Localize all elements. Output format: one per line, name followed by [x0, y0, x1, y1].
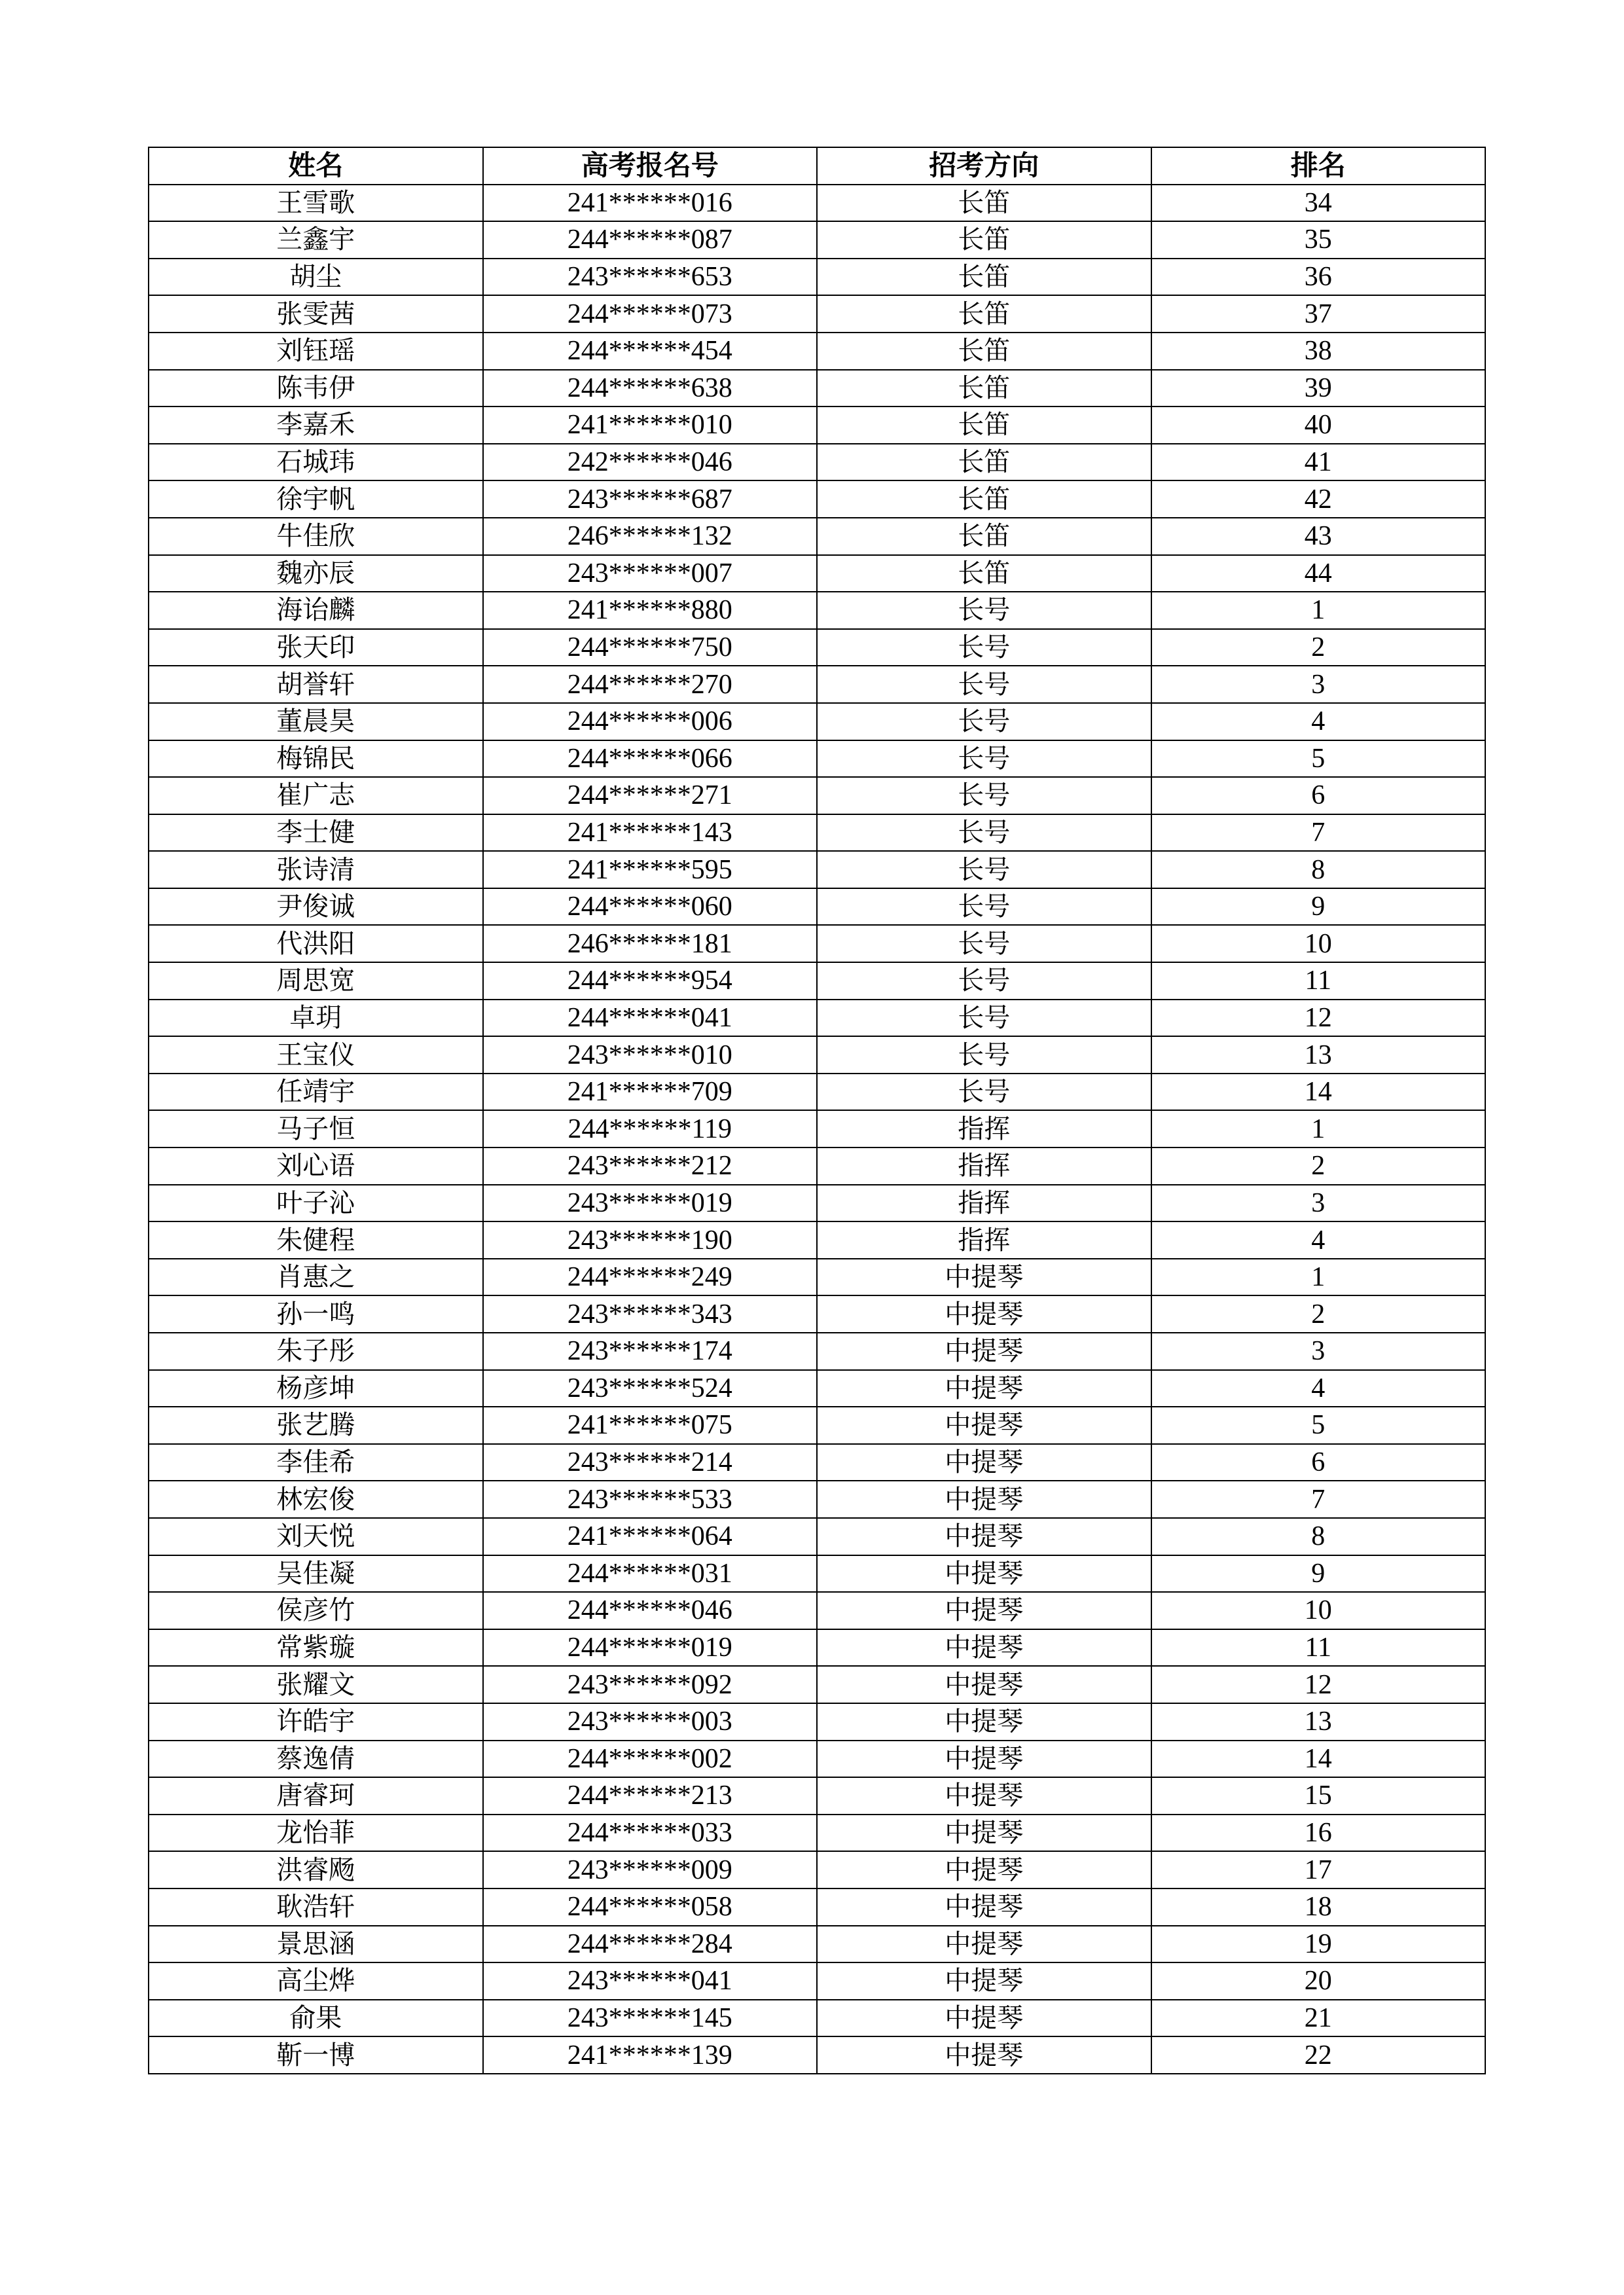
cell-exam-id: 244******006 [483, 703, 818, 740]
cell-exam-id: 244******002 [483, 1741, 818, 1778]
cell-major: 中提琴 [817, 1741, 1151, 1778]
cell-name: 刘天悦 [149, 1518, 483, 1555]
cell-name: 胡尘 [149, 259, 483, 296]
cell-name: 兰鑫宇 [149, 221, 483, 259]
cell-name: 龙怡菲 [149, 1815, 483, 1852]
cell-rank: 2 [1151, 629, 1486, 666]
cell-rank: 3 [1151, 1333, 1486, 1370]
cell-name: 朱健程 [149, 1221, 483, 1259]
cell-major: 指挥 [817, 1185, 1151, 1222]
cell-major: 中提琴 [817, 1407, 1151, 1444]
cell-rank: 3 [1151, 1185, 1486, 1222]
cell-exam-id: 243******214 [483, 1444, 818, 1481]
cell-rank: 3 [1151, 666, 1486, 703]
cell-major: 长号 [817, 740, 1151, 778]
cell-major: 中提琴 [817, 1444, 1151, 1481]
cell-major: 长笛 [817, 407, 1151, 444]
cell-major: 长号 [817, 1000, 1151, 1037]
cell-exam-id: 246******132 [483, 518, 818, 555]
cell-name: 陈韦伊 [149, 370, 483, 407]
cell-rank: 9 [1151, 1555, 1486, 1593]
cell-name: 高尘烨 [149, 1962, 483, 2000]
cell-name: 张雯茜 [149, 295, 483, 333]
cell-exam-id: 243******145 [483, 2000, 818, 2037]
cell-rank: 4 [1151, 1221, 1486, 1259]
table-row [149, 592, 1485, 629]
cell-exam-id: 243******524 [483, 1370, 818, 1407]
cell-rank: 6 [1151, 777, 1486, 814]
cell-rank: 41 [1151, 444, 1486, 481]
cell-exam-id: 244******750 [483, 629, 818, 666]
table-row [149, 407, 1485, 444]
table-row [149, 444, 1485, 481]
cell-exam-id: 241******010 [483, 407, 818, 444]
cell-rank: 12 [1151, 1666, 1486, 1703]
cell-major: 中提琴 [817, 1333, 1151, 1370]
cell-major: 中提琴 [817, 1666, 1151, 1703]
cell-rank: 11 [1151, 1629, 1486, 1667]
cell-name: 靳一博 [149, 2036, 483, 2074]
cell-name: 朱子彤 [149, 1333, 483, 1370]
cell-name: 张艺腾 [149, 1407, 483, 1444]
table-row [149, 1592, 1485, 1629]
cell-major: 长号 [817, 629, 1151, 666]
table-row [149, 1703, 1485, 1741]
cell-name: 海诒麟 [149, 592, 483, 629]
table-row [149, 1036, 1485, 1074]
cell-major: 中提琴 [817, 1481, 1151, 1518]
table-row [149, 555, 1485, 592]
cell-major: 中提琴 [817, 1555, 1151, 1593]
cell-exam-id: 244******060 [483, 888, 818, 926]
ranking-table [148, 147, 1486, 2074]
table-row [149, 1815, 1485, 1852]
cell-exam-id: 244******271 [483, 777, 818, 814]
cell-major: 长笛 [817, 370, 1151, 407]
cell-name: 李士健 [149, 814, 483, 852]
table-row [149, 1629, 1485, 1667]
cell-exam-id: 243******092 [483, 1666, 818, 1703]
cell-major: 长号 [817, 1036, 1151, 1074]
table-row [149, 1295, 1485, 1333]
cell-major: 长号 [817, 1074, 1151, 1111]
table-row [149, 1926, 1485, 1963]
table-row [149, 1666, 1485, 1703]
cell-major: 长号 [817, 703, 1151, 740]
header-name: 姓名 [149, 147, 483, 185]
table-header [149, 147, 1485, 185]
cell-name: 尹俊诚 [149, 888, 483, 926]
cell-rank: 7 [1151, 1481, 1486, 1518]
table-row [149, 259, 1485, 296]
header-rank: 排名 [1151, 147, 1486, 185]
cell-major: 长号 [817, 666, 1151, 703]
table-row [149, 703, 1485, 740]
cell-major: 指挥 [817, 1148, 1151, 1185]
cell-exam-id: 241******880 [483, 592, 818, 629]
cell-name: 卓玥 [149, 1000, 483, 1037]
cell-name: 牛佳欣 [149, 518, 483, 555]
cell-name: 常紫璇 [149, 1629, 483, 1667]
cell-name: 徐宇帆 [149, 480, 483, 518]
cell-exam-id: 241******064 [483, 1518, 818, 1555]
cell-exam-id: 241******139 [483, 2036, 818, 2074]
table-row [149, 1555, 1485, 1593]
cell-rank: 22 [1151, 2036, 1486, 2074]
table-row [149, 480, 1485, 518]
table-row [149, 221, 1485, 259]
table-row [149, 1000, 1485, 1037]
cell-exam-id: 244******638 [483, 370, 818, 407]
table-row [149, 1074, 1485, 1111]
table-row [149, 370, 1485, 407]
cell-major: 长笛 [817, 333, 1151, 370]
table-row [149, 1518, 1485, 1555]
cell-exam-id: 244******073 [483, 295, 818, 333]
cell-name: 代洪阳 [149, 925, 483, 962]
cell-name: 张诗清 [149, 851, 483, 888]
cell-name: 耿浩轩 [149, 1888, 483, 1926]
cell-rank: 10 [1151, 1592, 1486, 1629]
cell-name: 刘钰瑶 [149, 333, 483, 370]
cell-rank: 1 [1151, 592, 1486, 629]
cell-name: 叶子沁 [149, 1185, 483, 1222]
cell-name: 梅锦民 [149, 740, 483, 778]
cell-major: 中提琴 [817, 1259, 1151, 1296]
cell-exam-id: 242******046 [483, 444, 818, 481]
cell-rank: 39 [1151, 370, 1486, 407]
cell-major: 中提琴 [817, 1370, 1151, 1407]
table-row [149, 1148, 1485, 1185]
cell-name: 许皓宇 [149, 1703, 483, 1741]
cell-rank: 4 [1151, 703, 1486, 740]
cell-name: 俞果 [149, 2000, 483, 2037]
table-row [149, 1851, 1485, 1888]
cell-rank: 13 [1151, 1703, 1486, 1741]
cell-major: 长笛 [817, 444, 1151, 481]
cell-rank: 2 [1151, 1295, 1486, 1333]
table-row [149, 1407, 1485, 1444]
table-row [149, 814, 1485, 852]
cell-major: 长号 [817, 888, 1151, 926]
cell-rank: 38 [1151, 333, 1486, 370]
cell-major: 长笛 [817, 555, 1151, 592]
cell-major: 中提琴 [817, 1888, 1151, 1926]
table-row [149, 1370, 1485, 1407]
header-major: 招考方向 [817, 147, 1151, 185]
table-row [149, 333, 1485, 370]
cell-rank: 5 [1151, 1407, 1486, 1444]
cell-exam-id: 244******284 [483, 1926, 818, 1963]
cell-name: 杨彦坤 [149, 1370, 483, 1407]
table-row [149, 1333, 1485, 1370]
cell-exam-id: 244******041 [483, 1000, 818, 1037]
cell-rank: 14 [1151, 1074, 1486, 1111]
cell-exam-id: 244******213 [483, 1777, 818, 1815]
cell-rank: 8 [1151, 1518, 1486, 1555]
cell-rank: 34 [1151, 185, 1486, 222]
cell-name: 崔广志 [149, 777, 483, 814]
table-row [149, 1259, 1485, 1296]
table-row [149, 295, 1485, 333]
cell-exam-id: 246******181 [483, 925, 818, 962]
table-row [149, 777, 1485, 814]
cell-exam-id: 244******033 [483, 1815, 818, 1852]
table-row [149, 666, 1485, 703]
header-row [149, 147, 1485, 185]
cell-exam-id: 244******046 [483, 1592, 818, 1629]
cell-name: 周思宽 [149, 962, 483, 1000]
cell-exam-id: 241******709 [483, 1074, 818, 1111]
table-row [149, 740, 1485, 778]
cell-major: 中提琴 [817, 1815, 1151, 1852]
cell-rank: 14 [1151, 1741, 1486, 1778]
cell-exam-id: 244******019 [483, 1629, 818, 1667]
cell-rank: 12 [1151, 1000, 1486, 1037]
cell-major: 长笛 [817, 295, 1151, 333]
cell-rank: 1 [1151, 1259, 1486, 1296]
cell-major: 长笛 [817, 518, 1151, 555]
cell-major: 中提琴 [817, 1703, 1151, 1741]
table-row [149, 2036, 1485, 2074]
cell-rank: 18 [1151, 1888, 1486, 1926]
cell-name: 王雪歌 [149, 185, 483, 222]
cell-major: 长号 [817, 777, 1151, 814]
cell-exam-id: 244******087 [483, 221, 818, 259]
cell-exam-id: 243******009 [483, 1851, 818, 1888]
cell-rank: 37 [1151, 295, 1486, 333]
cell-major: 中提琴 [817, 1295, 1151, 1333]
header-exam-id: 高考报名号 [483, 147, 818, 185]
cell-name: 任靖宇 [149, 1074, 483, 1111]
cell-rank: 35 [1151, 221, 1486, 259]
cell-rank: 2 [1151, 1148, 1486, 1185]
table-row [149, 1481, 1485, 1518]
cell-name: 林宏俊 [149, 1481, 483, 1518]
cell-exam-id: 241******143 [483, 814, 818, 852]
cell-name: 董晨昊 [149, 703, 483, 740]
cell-name: 景思涵 [149, 1926, 483, 1963]
cell-major: 中提琴 [817, 1962, 1151, 2000]
table-row [149, 888, 1485, 926]
table-row [149, 1110, 1485, 1148]
cell-rank: 43 [1151, 518, 1486, 555]
cell-exam-id: 243******190 [483, 1221, 818, 1259]
cell-rank: 16 [1151, 1815, 1486, 1852]
table-row [149, 851, 1485, 888]
cell-exam-id: 243******533 [483, 1481, 818, 1518]
cell-rank: 21 [1151, 2000, 1486, 2037]
cell-rank: 5 [1151, 740, 1486, 778]
cell-exam-id: 243******019 [483, 1185, 818, 1222]
cell-rank: 36 [1151, 259, 1486, 296]
cell-name: 吴佳凝 [149, 1555, 483, 1593]
table-row [149, 925, 1485, 962]
cell-exam-id: 243******343 [483, 1295, 818, 1333]
cell-rank: 40 [1151, 407, 1486, 444]
cell-major: 中提琴 [817, 1629, 1151, 1667]
cell-exam-id: 244******031 [483, 1555, 818, 1593]
cell-exam-id: 243******687 [483, 480, 818, 518]
cell-name: 蔡逸倩 [149, 1741, 483, 1778]
cell-name: 李嘉禾 [149, 407, 483, 444]
cell-major: 长笛 [817, 259, 1151, 296]
cell-name: 肖惠之 [149, 1259, 483, 1296]
cell-name: 李佳希 [149, 1444, 483, 1481]
cell-exam-id: 243******003 [483, 1703, 818, 1741]
cell-name: 石城玮 [149, 444, 483, 481]
table-row [149, 1444, 1485, 1481]
table-row [149, 1185, 1485, 1222]
cell-exam-id: 243******212 [483, 1148, 818, 1185]
table-row [149, 962, 1485, 1000]
cell-major: 中提琴 [817, 1518, 1151, 1555]
table-row [149, 2000, 1485, 2037]
cell-exam-id: 244******249 [483, 1259, 818, 1296]
cell-exam-id: 244******119 [483, 1110, 818, 1148]
cell-exam-id: 244******954 [483, 962, 818, 1000]
cell-exam-id: 244******454 [483, 333, 818, 370]
cell-exam-id: 243******653 [483, 259, 818, 296]
cell-rank: 17 [1151, 1851, 1486, 1888]
cell-rank: 44 [1151, 555, 1486, 592]
table-row [149, 185, 1485, 222]
cell-name: 侯彦竹 [149, 1592, 483, 1629]
cell-exam-id: 243******041 [483, 1962, 818, 2000]
table-row [149, 1221, 1485, 1259]
cell-name: 唐睿珂 [149, 1777, 483, 1815]
cell-major: 长号 [817, 962, 1151, 1000]
cell-exam-id: 243******007 [483, 555, 818, 592]
cell-major: 长笛 [817, 480, 1151, 518]
table-row [149, 629, 1485, 666]
cell-rank: 9 [1151, 888, 1486, 926]
cell-name: 洪睿飏 [149, 1851, 483, 1888]
cell-major: 中提琴 [817, 1592, 1151, 1629]
cell-exam-id: 243******010 [483, 1036, 818, 1074]
cell-rank: 15 [1151, 1777, 1486, 1815]
cell-rank: 4 [1151, 1370, 1486, 1407]
cell-rank: 42 [1151, 480, 1486, 518]
cell-rank: 20 [1151, 1962, 1486, 2000]
table-row [149, 518, 1485, 555]
cell-major: 中提琴 [817, 1777, 1151, 1815]
cell-name: 张天印 [149, 629, 483, 666]
table-row [149, 1777, 1485, 1815]
cell-major: 指挥 [817, 1221, 1151, 1259]
table-row [149, 1741, 1485, 1778]
cell-name: 孙一鸣 [149, 1295, 483, 1333]
cell-major: 长号 [817, 814, 1151, 852]
cell-rank: 19 [1151, 1926, 1486, 1963]
cell-major: 长笛 [817, 185, 1151, 222]
cell-name: 王宝仪 [149, 1036, 483, 1074]
table-body [149, 185, 1485, 2074]
cell-major: 中提琴 [817, 2000, 1151, 2037]
cell-major: 中提琴 [817, 1851, 1151, 1888]
cell-rank: 10 [1151, 925, 1486, 962]
cell-major: 长笛 [817, 221, 1151, 259]
cell-name: 魏亦辰 [149, 555, 483, 592]
cell-rank: 1 [1151, 1110, 1486, 1148]
cell-major: 长号 [817, 925, 1151, 962]
cell-rank: 11 [1151, 962, 1486, 1000]
cell-exam-id: 244******270 [483, 666, 818, 703]
cell-major: 中提琴 [817, 1926, 1151, 1963]
table-row [149, 1888, 1485, 1926]
cell-rank: 6 [1151, 1444, 1486, 1481]
cell-exam-id: 241******075 [483, 1407, 818, 1444]
cell-major: 中提琴 [817, 2036, 1151, 2074]
cell-exam-id: 241******595 [483, 851, 818, 888]
table-row [149, 1962, 1485, 2000]
cell-rank: 8 [1151, 851, 1486, 888]
cell-rank: 7 [1151, 814, 1486, 852]
cell-name: 马子恒 [149, 1110, 483, 1148]
cell-exam-id: 244******058 [483, 1888, 818, 1926]
cell-exam-id: 243******174 [483, 1333, 818, 1370]
cell-major: 长号 [817, 592, 1151, 629]
cell-major: 长号 [817, 851, 1151, 888]
cell-name: 刘心语 [149, 1148, 483, 1185]
cell-name: 张耀文 [149, 1666, 483, 1703]
cell-major: 指挥 [817, 1110, 1151, 1148]
cell-name: 胡誉轩 [149, 666, 483, 703]
cell-exam-id: 241******016 [483, 185, 818, 222]
cell-rank: 13 [1151, 1036, 1486, 1074]
cell-exam-id: 244******066 [483, 740, 818, 778]
